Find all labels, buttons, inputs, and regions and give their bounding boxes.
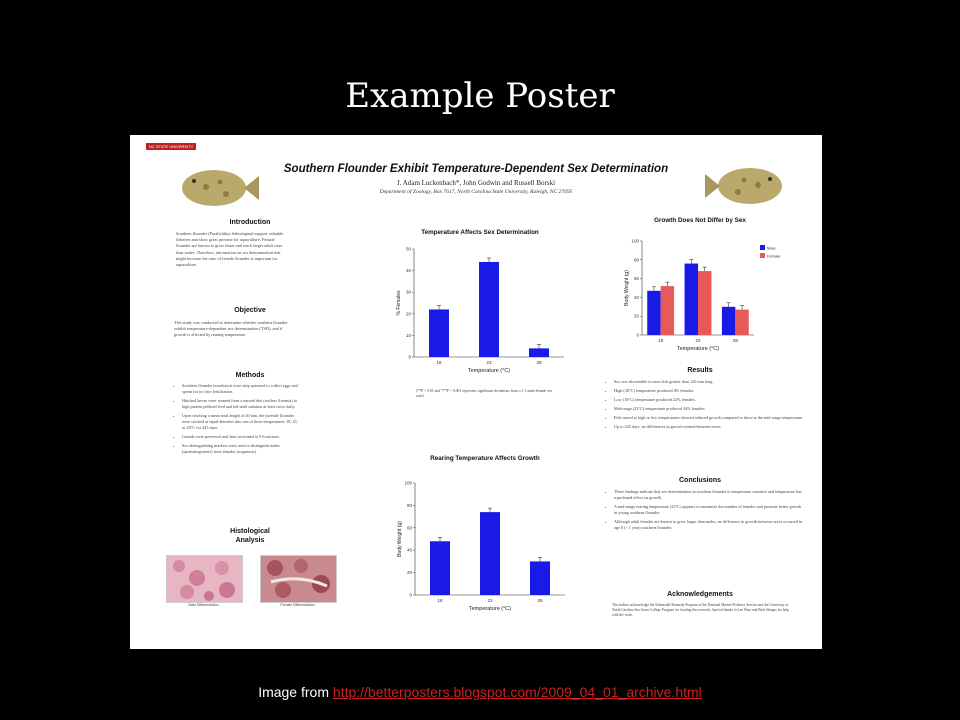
histology-heading-line2: Analysis [235, 537, 265, 544]
acknowledgements-heading: Acknowledgements [667, 591, 733, 598]
histology-heading-line1: Histological [230, 528, 270, 535]
x-tick-label: 18 [436, 360, 442, 365]
y-tick-label: 80 [633, 257, 639, 263]
conclusions-item: • Although adult females are known to grow larger than males, no difference in growth between sexes occurred in age 0 (< 1 year) southern flounder. [614, 519, 804, 531]
female-histology-caption: Female Differentiation [280, 603, 315, 607]
x-tick-label: 28 [537, 598, 543, 603]
methods-item: • Hatched larvae were weaned from a natural diet (rotifers Artemia) to high protein pelleted feed and fed until satiation at least twice daily. [182, 398, 300, 410]
introduction-text: Southern flounder (Paralichthys lethostigma) support valuable fisheries and show great promise for aquaculture. Female flounder are known to grow faster and reach larger adult sizes than males. Therefore, information on sex determination that might increase the ratio of female flounder is important for aquaculture. [176, 231, 284, 268]
x-tick-label: 23 [486, 360, 492, 365]
female-histology-image [260, 555, 337, 603]
y-tick-label: 20 [633, 313, 639, 319]
objective-heading: Objective [234, 307, 266, 314]
x-tick-label: 23 [487, 598, 493, 603]
source-link[interactable]: http://betterposters.blogspot.com/2009_04_01_archive.html [332, 684, 702, 700]
y-tick-label: 0 [408, 354, 411, 360]
growth-chart [385, 469, 585, 619]
x-tick-label: 18 [658, 338, 664, 343]
x-tick-label: 28 [732, 338, 738, 343]
chart2-title: Rearing Temperature Affects Growth [430, 455, 540, 462]
y-tick-label: 60 [633, 276, 639, 282]
chart1-title: Temperature Affects Sex Determination [421, 229, 539, 236]
y-tick-label: 40 [405, 268, 411, 274]
y-axis-label: Body Weight (g) [624, 270, 630, 306]
bar [530, 561, 550, 595]
poster-title: Southern Flounder Exhibit Temperature-Dependent Sex Determination [283, 163, 669, 175]
bar [480, 512, 500, 595]
y-tick-label: 30 [405, 289, 411, 295]
bar [647, 291, 660, 335]
male-histology-caption: Male Differentiation [188, 603, 219, 607]
objective-text: This study was conducted to determine whether southern flounder exhibit temperature-dependent sex determination (TSD), and if growth is affected by rearing temperature. [174, 320, 288, 338]
bar [529, 348, 549, 357]
conclusions-item: • These findings indicate that sex determination in southern flounder is temperature sensitive and temperature has a profound effect on growth. [614, 489, 804, 501]
bar [429, 309, 449, 357]
legend-label: Female [767, 253, 781, 259]
legend-label: Male [767, 245, 776, 251]
y-tick-label: 50 [405, 246, 411, 252]
methods-item: • Gonads were preserved and later sectioned at 5-6 microns. [182, 434, 300, 440]
y-tick-label: 20 [406, 570, 412, 576]
x-tick-label: 28 [536, 360, 542, 365]
conclusions-item: • A mid-range rearing temperature (23°C) appears to maximize the number of females and promote better growth in young southern flounder. [614, 504, 804, 516]
results-item: • Fish reared at high or low temperatures showed reduced growth compared to those at the mid-range temperature. [614, 415, 806, 421]
methods-list [174, 383, 300, 523]
conclusions-list [606, 489, 804, 589]
bar [685, 264, 698, 335]
introduction-heading: Introduction [229, 219, 271, 226]
y-tick-label: 0 [636, 332, 639, 338]
sex-determination-chart [380, 241, 580, 386]
poster-header-strip [130, 135, 822, 149]
y-tick-label: 40 [406, 547, 412, 553]
bar [722, 307, 735, 335]
results-item: • High (28°C) temperature produced 4% females. [614, 388, 806, 394]
methods-item: • Southern flounder broodstock were strip spawned to collect eggs and sperm for in vitro fertilization. [182, 383, 300, 395]
x-axis-label: Temperature (°C) [676, 346, 720, 352]
growth-by-sex-chart [612, 231, 792, 361]
bar [479, 262, 499, 357]
poster-image [130, 135, 822, 649]
results-item: • Up to 245 days, no differences in growth existed between sexes. [614, 424, 806, 430]
slide-caption [0, 684, 960, 700]
male-histology-image [166, 555, 243, 603]
methods-heading: Methods [235, 372, 265, 379]
y-tick-label: 100 [404, 480, 412, 486]
x-tick-label: 18 [437, 598, 443, 603]
y-tick-label: 60 [406, 525, 412, 531]
chart1-significance-note: (**P < 0.01 and ***P < 0.001 represent significant deviations from a 1:1 male:female sex ratio) [416, 389, 553, 398]
y-axis-label: Body Weight (g) [397, 521, 403, 557]
y-tick-label: 0 [409, 592, 412, 598]
acknowledgements-text: The authors acknowledge the Saltonstall-Kennedy Program of the National Marine Fisheries Service and the University of North Carolina Sea Grant College Program for funding this research. Special thanks to Lee Ware and Beth Shimps for help with the work. [612, 603, 789, 617]
y-tick-label: 100 [631, 238, 639, 244]
results-item: • Low (18°C) temperature produced 22% females. [614, 397, 806, 403]
y-tick-label: 10 [405, 332, 411, 338]
poster-authors: J. Adam Luckenbach*, John Godwin and Russell Borski [396, 179, 556, 187]
results-heading: Results [687, 367, 713, 374]
legend-swatch [760, 253, 765, 258]
bar [698, 271, 711, 335]
university-badge: NC STATE UNIVERSITY [146, 143, 196, 150]
x-axis-label: Temperature (°C) [467, 368, 511, 374]
poster-affiliation: Department of Zoology, Box 7617, North Carolina State University, Raleigh, NC 27695 [379, 189, 573, 195]
slide-title: Example Poster [345, 76, 615, 116]
results-item: • Mid-range (23°C) temperature produced 44% females. [614, 406, 806, 412]
results-item: • Sex was discernible in most fish greater than 120 mm long. [614, 379, 806, 385]
bar [661, 286, 674, 335]
y-tick-label: 80 [406, 502, 412, 508]
y-tick-label: 40 [633, 294, 639, 300]
y-axis-label: % Females [396, 290, 402, 316]
methods-item: • Sex distinguishing markers were used to distinguish males (spermatogenesis) from females (oogenesis). [182, 443, 300, 455]
bar [430, 541, 450, 595]
conclusions-heading: Conclusions [678, 477, 721, 484]
bar [735, 310, 748, 335]
caption-prefix: Image from [258, 684, 333, 700]
legend-swatch [760, 245, 765, 250]
results-list [606, 379, 806, 471]
chart3-title: Growth Does Not Differ by Sex [654, 217, 746, 224]
x-axis-label: Temperature (°C) [468, 606, 512, 612]
x-tick-label: 23 [695, 338, 701, 343]
y-tick-label: 20 [405, 311, 411, 317]
methods-item: • Upon reaching a mean total length of 40 mm, the juvenile flounder were stocked at equal densities into one of three temperatures 18, 23, or 28°C for 245 days. [182, 413, 300, 431]
